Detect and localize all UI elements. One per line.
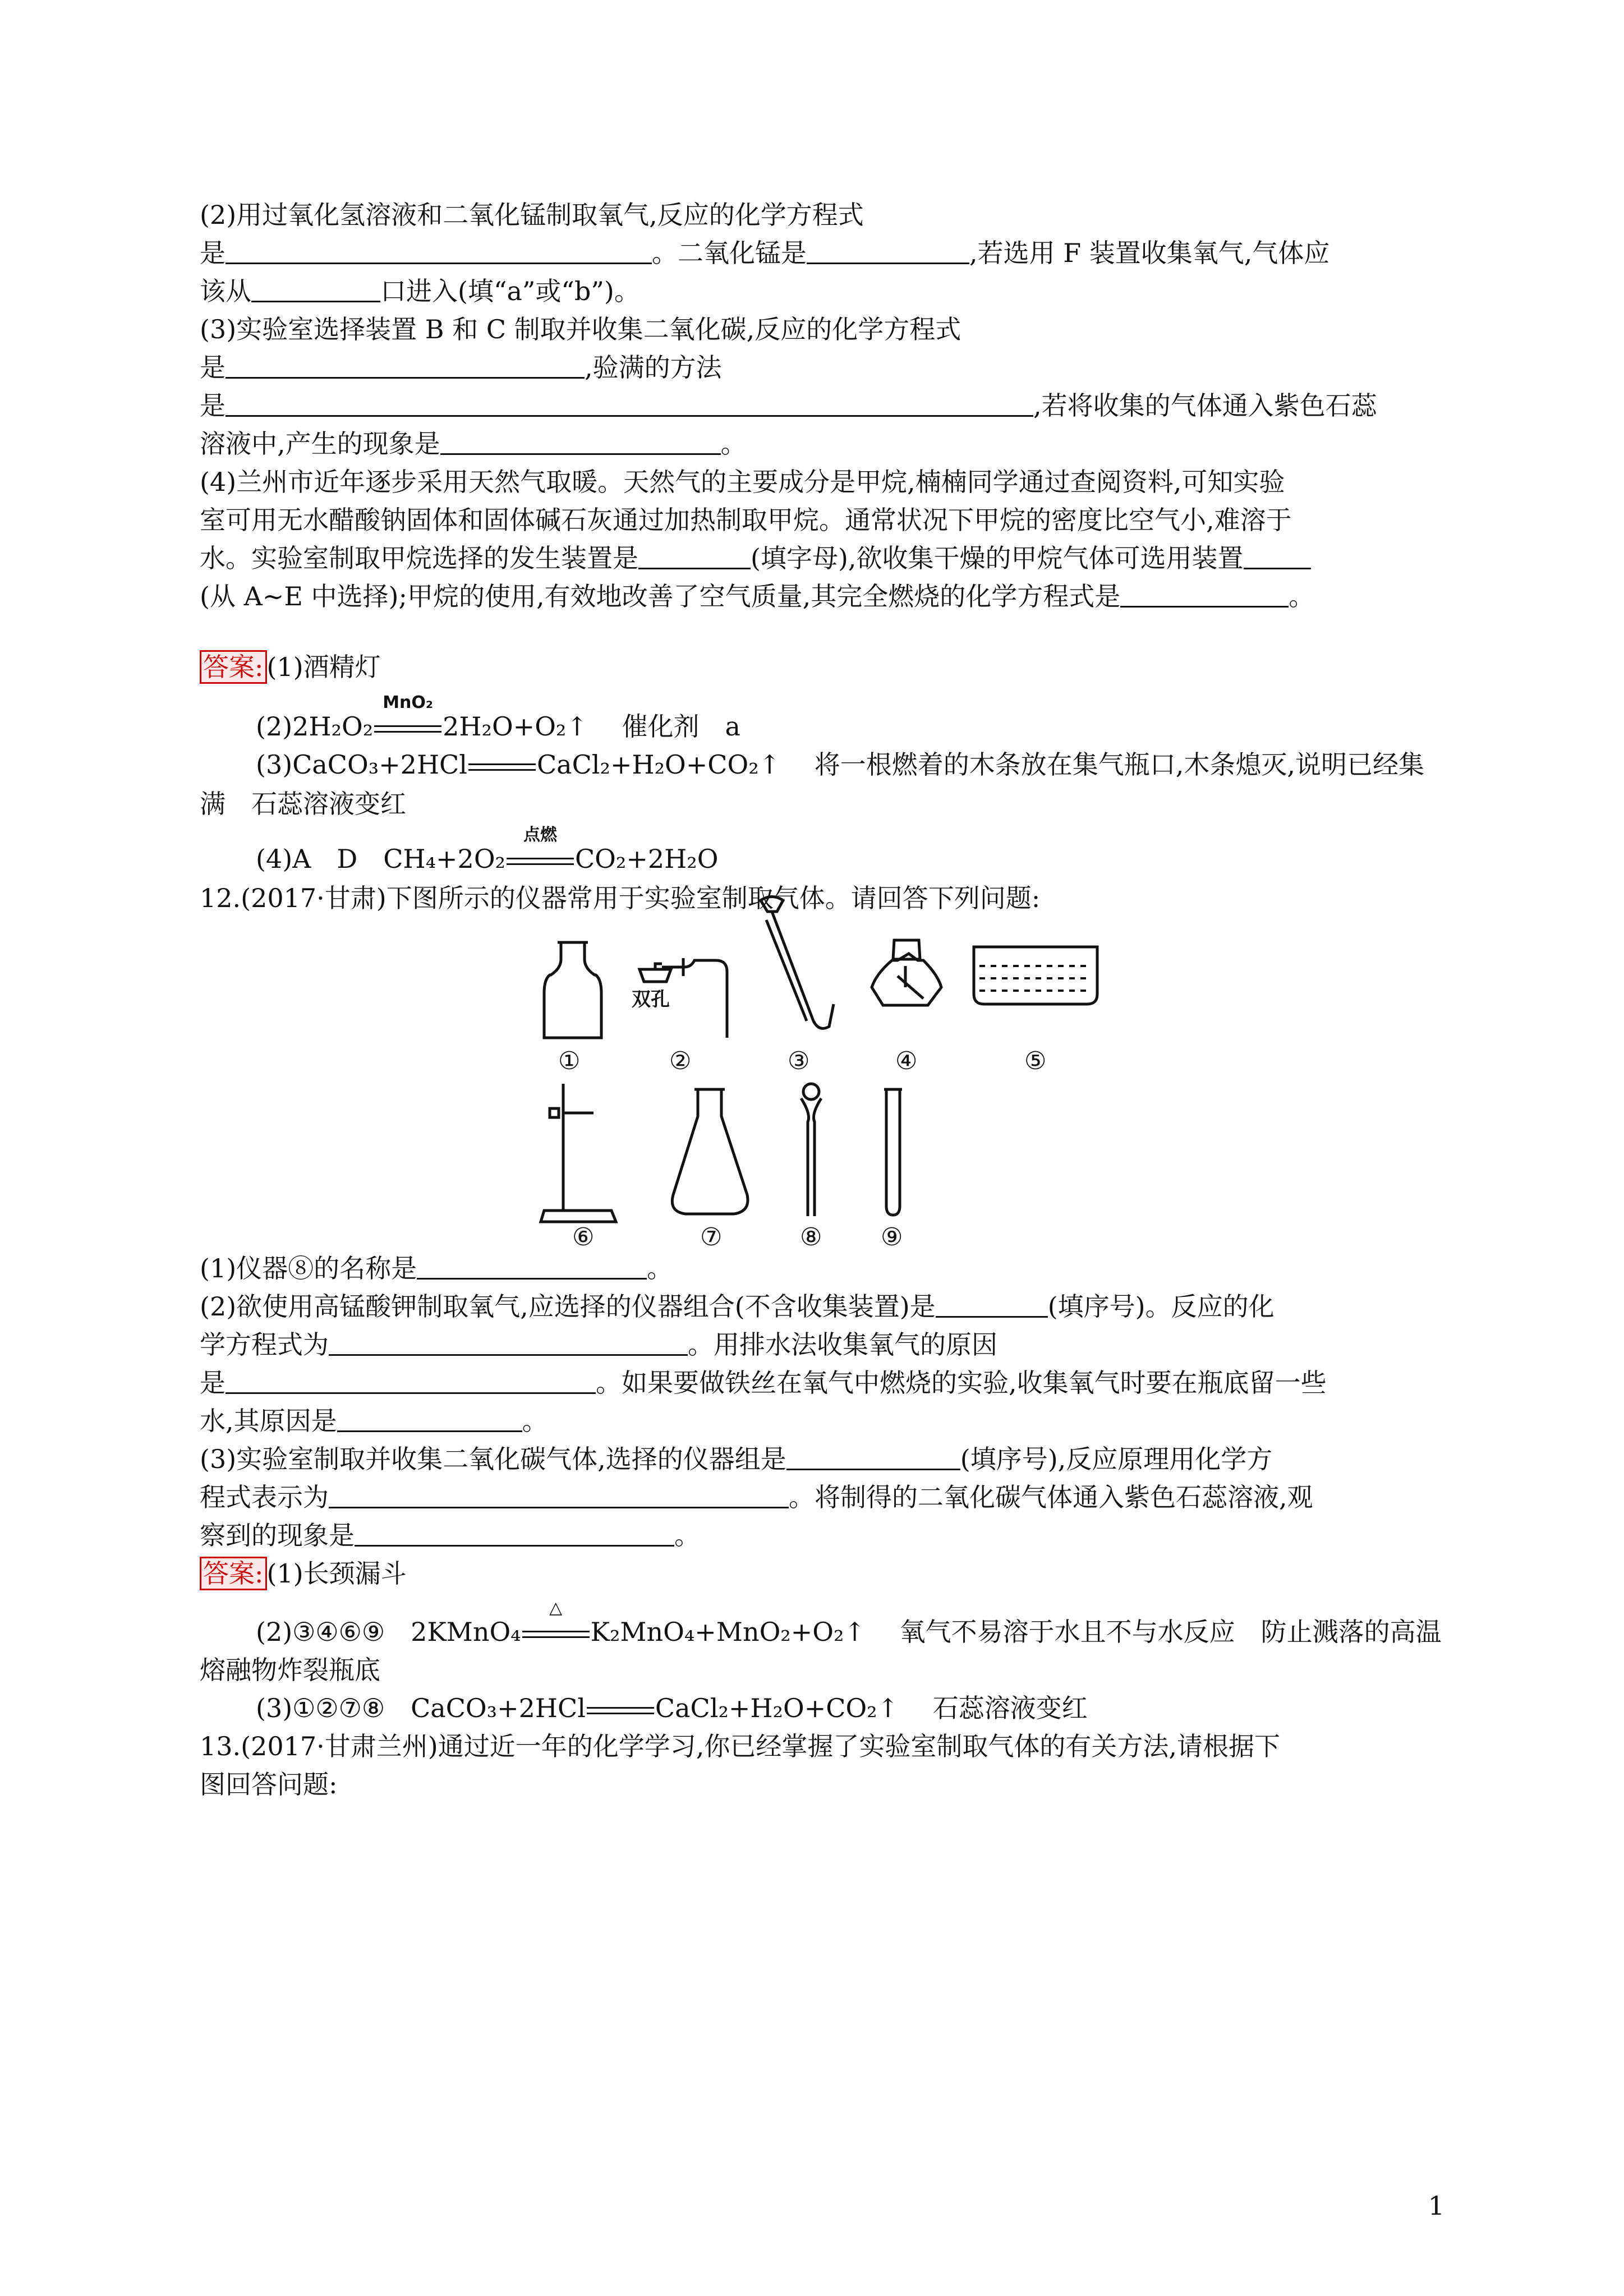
answer-blank[interactable] <box>355 1524 674 1547</box>
q11-part3-line4: 溶液中,产生的现象是 。 <box>200 429 747 459</box>
q13-line1: 13.(2017·甘肃兰州)通过近一年的化学学习,你已经掌握了实验室制取气体的有关方法,请根据下 <box>200 1731 1280 1761</box>
figure-number: ② <box>669 1047 692 1075</box>
test-tube-icon <box>884 1089 902 1215</box>
figure-number: ⑧ <box>800 1223 822 1251</box>
answer12-line3: 熔融物炸裂瓶底 <box>200 1655 380 1685</box>
q12-part1: (1)仪器⑧的名称是 。 <box>200 1253 673 1283</box>
answer-label: 答案: <box>200 1557 267 1590</box>
q12-part3-line3: 察到的现象是 。 <box>200 1520 700 1550</box>
answer12-line1: 答案: (1)长颈漏斗 <box>200 1561 407 1586</box>
q12-part2-line1: (2)欲使用高锰酸钾制取氧气,应选择的仪器组合(不含收集装置)是 (填序号)。反应的化 <box>200 1291 1275 1322</box>
q12-title: 12.(2017·甘肃)下图所示的仪器常用于实验室制取气体。请回答下列问题: <box>200 883 1041 913</box>
q11-part3-line3: 是 ,若将收集的气体通入紫色石蕊 <box>200 390 1377 421</box>
answer12-line2: (2)③④⑥⑨ 2KMnO₄ △ K₂MnO₄+MnO₂+O₂↑ 氧气不易溶于水且不与水反应 防止溅落的高温 <box>256 1598 1442 1647</box>
q11-part2-line1: (2)用过氧化氢溶液和二氧化锰制取氧气,反应的化学方程式 <box>200 200 864 230</box>
q11-part4-line3: 水。实验室制取甲烷选择的发生装置是 (填字母),欲收集干燥的甲烷气体可选用装置 <box>200 545 1311 571</box>
figure-number: ④ <box>895 1047 918 1075</box>
figure-number: ⑥ <box>572 1223 595 1251</box>
q12-part3-line2: 程式表示为 。将制得的二氧化碳气体通入紫色石蕊溶液,观 <box>200 1482 1313 1512</box>
figure-number: ③ <box>788 1047 810 1075</box>
q12-part2-line3: 是 。如果要做铁丝在氧气中燃烧的实验,收集氧气时要在瓶底留一些 <box>200 1368 1327 1398</box>
q11-part4-line1: (4)兰州市近年逐步采用天然气取暖。天然气的主要成分是甲烷,楠楠同学通过查阅资料,可知实验 <box>200 467 1285 497</box>
q12-part3-line1: (3)实验室制取并收集二氧化碳气体,选择的仪器组是 (填序号),反应原理用化学方 <box>200 1444 1273 1474</box>
q13-line2: 图回答问题: <box>200 1769 338 1800</box>
q11-part3-line1: (3)实验室选择装置 B 和 C 制取并收集二氧化碳,反应的化学方程式 <box>200 314 961 344</box>
reaction-arrow: △ <box>521 1619 591 1645</box>
answer-blank[interactable] <box>417 1257 647 1280</box>
figure-label-shuangkong: 双孔 <box>632 988 670 1011</box>
answer-blank[interactable] <box>226 1371 596 1394</box>
q11-part2-line3: 该从 口进入(填“a”或“b”)。 <box>200 276 640 306</box>
q11-part4-line4: (从 A~E 中选择);甲烷的使用,有效地改善了空气质量,其完全燃烧的化学方程式是 。 <box>200 581 1315 611</box>
answer11-line5: (4)A D CH₄+2O₂ 点燃 CO₂+2H₂O <box>256 825 719 874</box>
answer-label: 答案: <box>200 650 267 684</box>
gas-jar-icon <box>544 942 601 1038</box>
answer11-line1: 答案: (1)酒精灯 <box>200 654 381 680</box>
answer11-line2: (2)2H₂O₂ MnO₂ 2H₂O+O₂↑ 催化剂 a <box>256 693 740 742</box>
reaction-arrow <box>586 1695 655 1721</box>
answer-blank[interactable] <box>337 1409 522 1432</box>
q11-part3-line2: 是 ,验满的方法 <box>200 352 722 383</box>
figure-number: ⑦ <box>700 1223 723 1251</box>
figure-number: ① <box>558 1047 581 1075</box>
figure-number: ⑨ <box>881 1223 903 1251</box>
answer-blank[interactable] <box>786 1447 960 1470</box>
iron-stand-icon <box>541 1084 616 1222</box>
q11-part4-line2: 室可用无水醋酸钠固体和固体碱石灰通过加热制取甲烷。通常状况下甲烷的密度比空气小,难溶于 <box>200 505 1292 535</box>
reaction-arrow: 点燃 <box>505 846 575 872</box>
answer12-line4: (3)①②⑦⑧ CaCO₃+2HCl CaCl₂+H₂O+CO₂↑ 石蕊溶液变红 <box>256 1693 1088 1723</box>
funnel-hook-icon <box>761 897 834 1029</box>
answer11-line3: (3)CaCO₃+2HCl CaCl₂+H₂O+CO₂↑ 将一根燃着的木条放在集气瓶口,木条熄灭,说明已经集 <box>256 749 1425 780</box>
conical-flask-icon <box>672 1089 748 1214</box>
answer-blank[interactable] <box>936 1295 1048 1318</box>
q12-part2-line2: 学方程式为 。用排水法收集氧气的原因 <box>200 1329 997 1360</box>
figure-number: ⑤ <box>1024 1047 1047 1075</box>
answer11-line4: 满 石蕊溶液变红 <box>200 789 406 819</box>
reaction-arrow: MnO₂ <box>373 714 443 739</box>
answer-blank[interactable] <box>329 1485 789 1508</box>
long-neck-funnel-icon <box>801 1084 821 1216</box>
page-number: 1 <box>1428 2191 1444 2221</box>
q11-part2-line2: 是 。二氧化锰是 ,若选用 F 装置收集氧气,气体应 <box>200 238 1330 268</box>
q12-part2-line4: 水,其原因是 。 <box>200 1406 548 1436</box>
water-trough-icon <box>974 947 1097 1004</box>
answer-blank[interactable] <box>329 1333 688 1356</box>
alcohol-lamp-icon <box>872 940 941 1005</box>
